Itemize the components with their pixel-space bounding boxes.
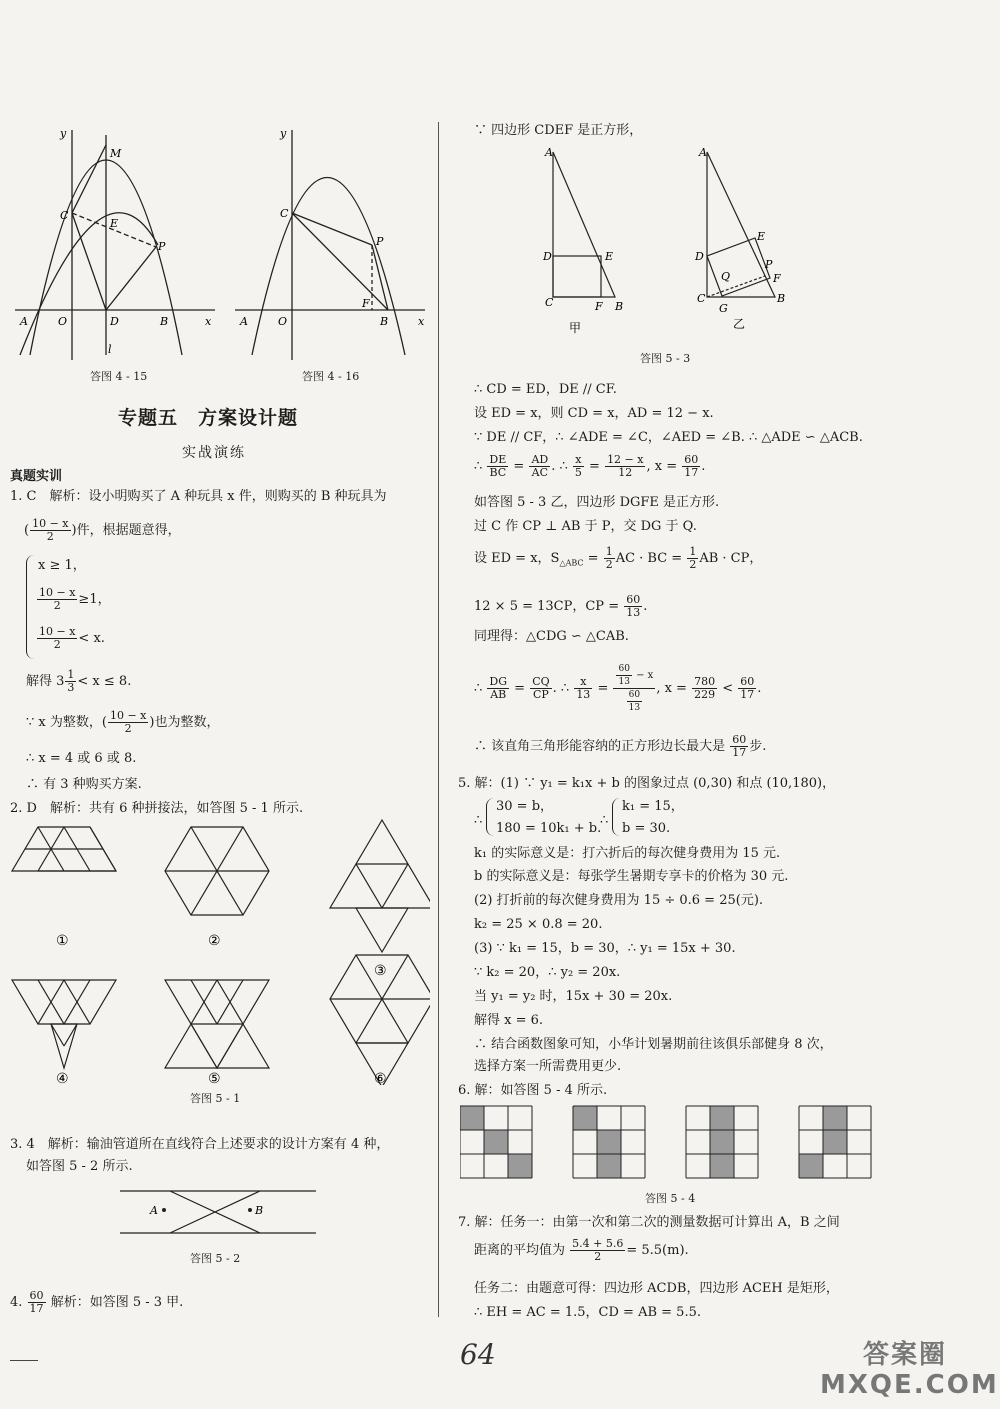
figure-5-4 bbox=[460, 1104, 890, 1184]
shaded-cell bbox=[710, 1130, 734, 1154]
label: 乙 bbox=[733, 317, 746, 331]
label-a: A bbox=[20, 315, 28, 328]
shape-label: ⑥ bbox=[374, 1071, 387, 1085]
shaded-cell bbox=[484, 1130, 508, 1154]
shaded-cell bbox=[597, 1154, 621, 1178]
label-d: D bbox=[110, 315, 119, 328]
r-therefore: ∴ bbox=[474, 813, 483, 828]
label-o: O bbox=[58, 315, 68, 328]
label: B bbox=[777, 292, 786, 305]
shaded-cell bbox=[710, 1154, 734, 1178]
label: D bbox=[695, 250, 704, 263]
label-f: F bbox=[362, 297, 370, 310]
label: E bbox=[757, 230, 766, 243]
caption-fig5-1: 答图 5 - 1 bbox=[190, 1092, 241, 1105]
label-x: x bbox=[418, 315, 425, 328]
r-line: 解得 x = 6. bbox=[474, 1013, 544, 1028]
r-line: ∴ 结合函数图象可知，小华计划暑期前往该俱乐部健身 8 次， bbox=[474, 1037, 833, 1052]
shape-label: ② bbox=[208, 933, 221, 949]
shape-label: ⑤ bbox=[208, 1071, 221, 1085]
shaded-cell bbox=[597, 1130, 621, 1154]
r-line: 距离的平均值为 $\frac{5.4 + 5.6}{2}$ = 5.5(m). bbox=[474, 1237, 689, 1263]
label: E bbox=[605, 250, 614, 263]
system-brace bbox=[486, 798, 494, 836]
shape-1 bbox=[12, 827, 116, 871]
r-line: 6. 解：如答图 5 - 4 所示. bbox=[458, 1083, 608, 1098]
r-line: (3) ∵ k₁ = 15，b = 30，∴ y₁ = 15x + 30. bbox=[474, 941, 736, 956]
r-line: ∴ $\frac{DE}{BC}$ = $\frac{AD}{AC}$ . ∴ $\frac{x}{5}$ = $\frac{12 - x}{12}$ , x = $\frac{60}{17}$ . bbox=[474, 453, 706, 479]
graph-4-15 bbox=[10, 125, 220, 365]
shape-3 bbox=[330, 820, 430, 952]
shape-label: ④ bbox=[56, 1071, 69, 1085]
r-line: 如答图 5 - 3 乙，四边形 DGFE 是正方形. bbox=[474, 495, 720, 510]
label-p: P bbox=[376, 235, 384, 248]
label-y: y bbox=[280, 127, 287, 140]
watermark bbox=[820, 1340, 999, 1400]
r-line: k₁ = 15， bbox=[622, 799, 684, 814]
label-x: x bbox=[205, 315, 212, 328]
caption-fig5-4: 答图 5 - 4 bbox=[645, 1192, 696, 1205]
r-line: 设 ED = x，则 CD = x，AD = 12 − x. bbox=[474, 406, 714, 421]
q1-line1: 1. C 解析：设小明购买了 A 种玩具 x 件，则购买的 B 种玩具为 bbox=[10, 489, 387, 504]
r-line: k₂ = 25 × 0.8 = 20. bbox=[474, 917, 603, 932]
system-brace bbox=[612, 798, 620, 836]
r-line: 设 ED = x，$S_{\triangle ABC}$ = $\frac{1}{2}$ AC · BC = $\frac{1}{2}$ AB · CP， bbox=[474, 545, 763, 571]
r-line: 当 y₁ = y₂ 时，15x + 30 = 20x. bbox=[474, 989, 673, 1004]
q1-int: ∵ x 为整数，( $\frac{10 - x}{2}$ )也为整数， bbox=[26, 709, 220, 735]
label-b: B bbox=[255, 1204, 264, 1217]
shape-5 bbox=[165, 980, 269, 1068]
shape-4 bbox=[12, 980, 116, 1068]
shaded-cell bbox=[460, 1106, 484, 1130]
r-line: ∵ 四边形 CDEF 是正方形， bbox=[474, 123, 643, 138]
shaded-cell bbox=[508, 1154, 532, 1178]
graph-4-16 bbox=[230, 125, 430, 365]
q1-vals: ∴ x = 4 或 6 或 8. bbox=[26, 751, 137, 766]
r-line: k₁ 的实际意义是：打六折后的每次健身费用为 15 元. bbox=[474, 846, 781, 861]
r-line: ∵ k₂ = 20，∴ y₂ = 20x. bbox=[474, 965, 621, 980]
r-line: 5. 解：(1) ∵ y₁ = k₁x + b 的图象过点 (0,30) 和点 (10,180)， bbox=[458, 776, 836, 791]
label: A bbox=[545, 146, 553, 159]
r-line: 同理得：△CDG ∽ △CAB. bbox=[474, 629, 629, 644]
label-a: A bbox=[150, 1204, 158, 1217]
label: A bbox=[699, 146, 707, 159]
label: F bbox=[595, 300, 603, 313]
shape-label: ③ bbox=[374, 963, 387, 979]
label-l: l bbox=[108, 343, 112, 356]
watermark-text: 答案圈 MXQE.COM bbox=[820, 1340, 999, 1400]
section-title: 专题五 方案设计题 bbox=[118, 407, 299, 429]
label-o: O bbox=[278, 315, 288, 328]
label: Q bbox=[721, 270, 731, 283]
r-line: ∴ $\frac{DG}{AB}$ = $\frac{CQ}{CP}$ . ∴ $\frac{x}{13}$ = $\frac{60}{13}$ − x $\frac{60}{13}$ , x = $\frac{780}{229}$ < $\frac{60}{17}$ . bbox=[474, 664, 762, 713]
label-b: B bbox=[380, 315, 389, 328]
q1-sys3: $\frac{10 - x}{2}$ < x. bbox=[39, 625, 105, 651]
column-divider bbox=[438, 122, 439, 1317]
r-line: ∴ CD = ED，DE // CF. bbox=[474, 382, 617, 397]
r-line: 选择方案一所需费用更少. bbox=[474, 1059, 622, 1074]
fraction: $\frac{1}{3}$ bbox=[67, 668, 75, 694]
r-line: 任务二：由题意可得：四边形 ACDB，四边形 ACEH 是矩形， bbox=[474, 1281, 839, 1296]
r-line: (2) 打折前的每次健身费用为 15 ÷ 0.6 = 25(元). bbox=[474, 893, 764, 908]
footer-rule bbox=[10, 1360, 38, 1361]
q1-line2: ( $\frac{10 - x}{2}$ )件，根据题意得， bbox=[24, 517, 181, 543]
label-p: P bbox=[158, 240, 166, 253]
q3-line2: 如答图 5 - 2 所示. bbox=[26, 1159, 133, 1174]
label: P bbox=[765, 258, 773, 271]
section-subtitle: 实战演练 bbox=[182, 445, 246, 461]
q1-sys1: x ≥ 1， bbox=[38, 558, 86, 573]
r-line: b = 30. bbox=[622, 821, 671, 836]
q3-line1: 3. 4 解析：输油管道所在直线符合上述要求的设计方案有 4 种， bbox=[10, 1137, 390, 1152]
r-line: ∴ 该直角三角形能容纳的正方形边长最大是 $\frac{60}{17}$ 步. bbox=[474, 733, 767, 759]
q2-line: 2. D 解析：共有 6 种拼接法，如答图 5 - 1 所示. bbox=[10, 801, 304, 816]
fraction: $\frac{10 - x}{2}$ bbox=[32, 517, 69, 543]
r-line: 180 = 10k₁ + b. bbox=[496, 821, 602, 836]
label-m: M bbox=[110, 147, 122, 160]
caption-fig5-2: 答图 5 - 2 bbox=[190, 1252, 241, 1265]
fraction: $\frac{60}{17}$ bbox=[29, 1289, 44, 1315]
system-brace bbox=[26, 555, 35, 659]
label-y: y bbox=[60, 127, 67, 140]
label: C bbox=[545, 296, 554, 309]
label-c: C bbox=[60, 209, 69, 222]
caption-fig5-3: 答图 5 - 3 bbox=[640, 352, 691, 365]
q1-answer: ∴ 有 3 种购买方案. bbox=[26, 777, 142, 792]
label-c: C bbox=[280, 207, 289, 220]
label-a: A bbox=[240, 315, 248, 328]
fraction: $\frac{10 - x}{2}$ bbox=[39, 586, 76, 612]
figure-5-1 bbox=[0, 815, 430, 1085]
shaded-cell bbox=[823, 1130, 847, 1154]
figure-5-3 bbox=[535, 140, 795, 340]
shaded-cell bbox=[799, 1154, 823, 1178]
q1-sys2: $\frac{10 - x}{2}$ ≥1， bbox=[39, 586, 111, 612]
shape-label: ① bbox=[56, 933, 69, 949]
shaded-cell bbox=[573, 1106, 597, 1130]
r-line: 30 = b， bbox=[496, 799, 554, 814]
shaded-cell bbox=[823, 1106, 847, 1130]
label-b: B bbox=[160, 315, 169, 328]
r-line: ∴ EH = AC = 1.5，CD = AB = 5.5. bbox=[474, 1305, 701, 1320]
label: C bbox=[697, 292, 706, 305]
section-label: 真题实训 bbox=[10, 469, 63, 484]
q4-line: 4. $\frac{60}{17}$ 解析：如答图 5 - 3 甲. bbox=[10, 1289, 184, 1315]
r-line: ∵ DE // CF，∴ ∠ADE = ∠C，∠AED = ∠B. ∴ △ADE ∽ △ACB. bbox=[474, 430, 863, 445]
r-line: b 的实际意义是：每张学生暑期专享卡的价格为 30 元. bbox=[474, 869, 789, 884]
page-number: 64 bbox=[460, 1338, 496, 1371]
r-line: 12 × 5 = 13CP，CP = $\frac{60}{13}$ . bbox=[474, 593, 648, 619]
label: G bbox=[719, 302, 728, 315]
label: 甲 bbox=[569, 321, 582, 335]
shaded-cell bbox=[710, 1106, 734, 1130]
label: F bbox=[773, 272, 781, 285]
label-e: E bbox=[110, 217, 119, 230]
fraction: $\frac{10 - x}{2}$ bbox=[39, 625, 76, 651]
r-therefore: ∴ bbox=[600, 813, 609, 828]
fraction: $\frac{10 - x}{2}$ bbox=[109, 709, 147, 735]
r-line: 7. 解：任务一：由第一次和第二次的测量数据可计算出 A，B 之间 bbox=[458, 1215, 840, 1230]
figure-5-2 bbox=[120, 1185, 320, 1245]
r-line: 过 C 作 CP ⊥ AB 于 P，交 DG 于 Q. bbox=[474, 519, 697, 534]
label: B bbox=[615, 300, 624, 313]
caption-fig4-16: 答图 4 - 16 bbox=[302, 370, 360, 383]
label: D bbox=[543, 250, 552, 263]
shape-2 bbox=[165, 827, 269, 915]
caption-fig4-15: 答图 4 - 15 bbox=[90, 370, 148, 383]
q1-solve: 解得 3 $\frac{1}{3}$ < x ≤ 8. bbox=[26, 668, 132, 694]
